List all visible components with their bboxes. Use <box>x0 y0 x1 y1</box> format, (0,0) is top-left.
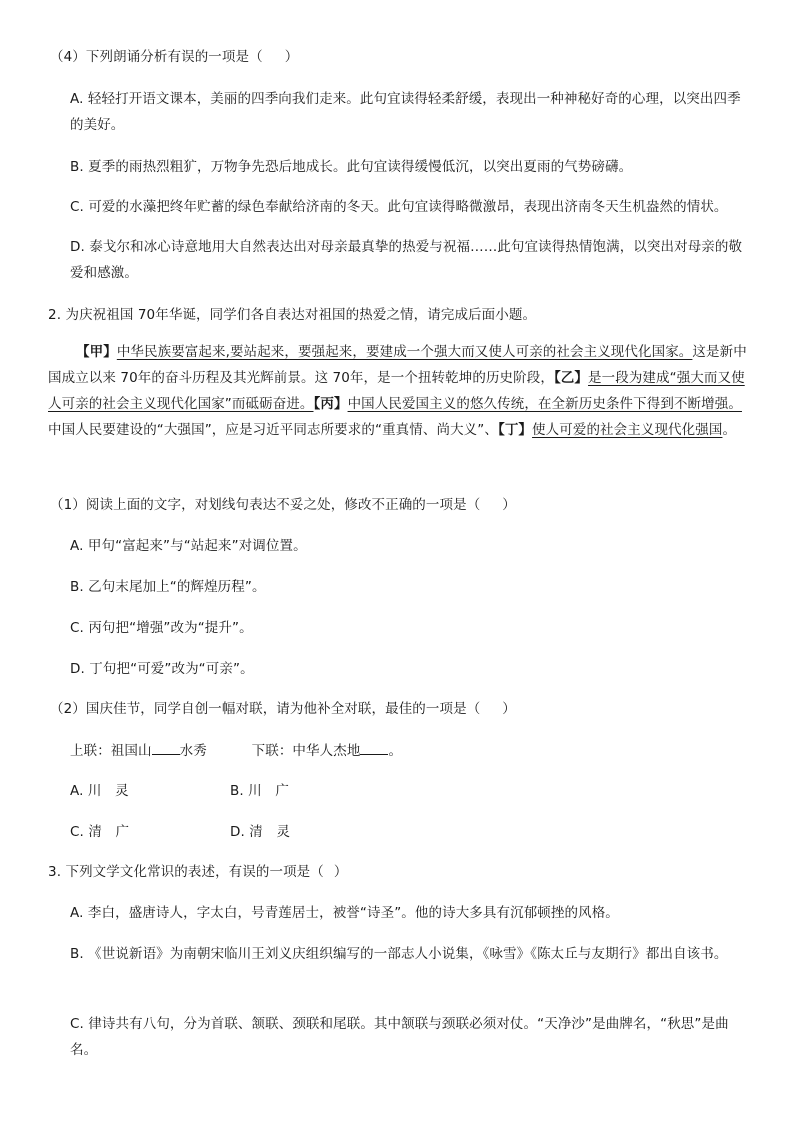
option-text: 丁句把“可爱”改为“可亲”。 <box>89 661 254 677</box>
reading-passage <box>48 339 748 443</box>
option-label: A. <box>70 91 84 107</box>
fill-blank <box>152 740 180 755</box>
option-b <box>70 577 266 597</box>
underlined-sentence-bing: 中国人民爱国主义的悠久传统，在全新历史条件下得到不断增强。 <box>347 396 742 412</box>
option-label: B. <box>70 946 84 962</box>
option-row-cd <box>70 822 370 842</box>
option-text: 李白，盛唐诗人，字太白，号青莲居士，被誉“诗圣”。他的诗大多具有沉郁顿挫的风格。 <box>87 905 619 921</box>
tag-yi: 【乙】 <box>553 370 589 386</box>
question-stem-text: 3. 下列文学文化常识的表述，有误的一项是（ <box>48 864 324 880</box>
tag-jia: 【甲】 <box>76 344 117 360</box>
option-label: B. <box>70 579 84 595</box>
option-label: B. <box>230 783 244 799</box>
paren-close: ） <box>333 864 348 880</box>
option-label: A. <box>70 538 84 554</box>
option-text: 清 广 <box>88 824 130 840</box>
paren-close: ） <box>284 49 299 65</box>
fill-blank <box>360 740 388 755</box>
question-2-stem: 2. 为庆祝祖国 70年华诞，同学们各自表达对祖国的热爱之情，请完成后面小题。 <box>48 307 537 323</box>
option-c <box>70 824 129 840</box>
couplet-lower-end: 。 <box>388 743 403 759</box>
option-d <box>70 659 254 679</box>
question-stem-text: （2）国庆佳节，同学自创一幅对联，请为他补全对联，最佳的一项是（ <box>50 701 481 717</box>
option-a <box>70 86 748 138</box>
option-c <box>70 618 253 638</box>
option-label: D. <box>70 661 85 677</box>
tag-ding: 【丁】 <box>497 422 533 438</box>
option-text: 甲句“富起来”与“站起来”对调位置。 <box>87 538 307 554</box>
couplet-upper-end: 水秀 <box>179 743 207 759</box>
option-label: C. <box>70 1016 84 1032</box>
option-text: 夏季的雨热烈粗犷，万物争先恐后地成长。此句宜读得缓慢低沉，以突出夏雨的气势磅礴。 <box>88 159 633 175</box>
option-text: 乙句末尾加上“的辉煌历程”。 <box>88 579 266 595</box>
option-d <box>230 822 290 842</box>
option-text: 《世说新语》为南朝宋临川王刘义庆组织编写的一部志人小说集，《咏雪》《陈太丘与友期行》都出自该书。 <box>88 946 728 962</box>
couplet-lower: 下联：中华人杰地 <box>251 743 361 759</box>
option-a <box>70 536 307 556</box>
paren-close: ） <box>502 497 516 513</box>
paren-close: ） <box>502 701 516 717</box>
option-d <box>70 234 748 286</box>
option-row-ab <box>70 781 370 801</box>
question-2-2-stem <box>50 699 516 719</box>
couplet-upper: 上联：祖国山 <box>70 743 152 759</box>
passage-end: 。 <box>722 422 737 438</box>
option-b <box>230 781 289 801</box>
option-text: 泰戈尔和冰心诗意地用大自然表达出对母亲最真挚的热爱与祝福……此句宜读得热情饱满，以突出对母亲的敬爱和感激。 <box>70 239 743 281</box>
option-c <box>70 197 728 217</box>
option-text: 丙句把“增强”改为“提升”。 <box>88 620 253 636</box>
option-label: B. <box>70 159 84 175</box>
option-label: D. <box>230 824 245 840</box>
option-text: 川 广 <box>248 783 289 799</box>
option-label: A. <box>70 905 84 921</box>
question-3-stem <box>48 862 347 882</box>
option-a <box>70 783 129 799</box>
option-label: C. <box>70 620 84 636</box>
option-text: 轻轻打开语文课本，美丽的四季向我们走来。此句宜读得轻柔舒缓，表现出一种神秘好奇的心理，以突出四季的美好。 <box>70 91 741 133</box>
question-4-stem <box>50 47 298 67</box>
question-stem-text: （1）阅读上面的文字，对划线句表达不妥之处，修改不正确的一项是（ <box>50 497 481 513</box>
option-label: C. <box>70 824 84 840</box>
passage-text: 这是新中国成立以来 70年的奋斗历程及其光辉前景。这 70年，是一个扭转乾坤的历史阶段， <box>48 344 747 386</box>
option-a <box>70 903 619 923</box>
tag-bing: 【丙】 <box>313 396 348 412</box>
option-label: C. <box>70 199 84 215</box>
option-text: 律诗共有八句，分为首联、颔联、颈联和尾联。其中颔联与颈联必须对仗。“天净沙”是曲牌名，“秋思”是曲名。 <box>70 1016 729 1058</box>
question-2-1-stem <box>50 495 516 515</box>
underlined-sentence-yi: 是一段为建成“强大而又使人可亲的社会主义现代化国家”而砥砺奋进。 <box>48 370 745 412</box>
option-text: 清 灵 <box>249 824 291 840</box>
option-text: 可爱的水藻把终年贮蓄的绿色奉献给济南的冬天。此句宜读得略微激昂，表现出济南冬天生机盎然的情状。 <box>88 199 728 215</box>
question-stem-text: （4）下列朗诵分析有误的一项是（ <box>50 49 263 65</box>
underlined-sentence-jia: 中华民族要富起来,要站起来，要强起来，要建成一个强大而又使人可亲的社会主义现代化国家。 <box>116 344 693 360</box>
option-text: 川 灵 <box>87 783 129 799</box>
option-c <box>70 1011 748 1063</box>
couplet <box>70 740 402 761</box>
option-b <box>70 157 632 177</box>
option-label: A. <box>70 783 84 799</box>
option-b <box>70 941 748 967</box>
option-label: D. <box>70 239 85 255</box>
passage-text: 中国人民要建设的“大强国”，应是习近平同志所要求的“重真情、尚大义”、 <box>48 422 498 438</box>
underlined-sentence-ding: 使人可爱的社会主义现代化强国 <box>532 422 723 438</box>
